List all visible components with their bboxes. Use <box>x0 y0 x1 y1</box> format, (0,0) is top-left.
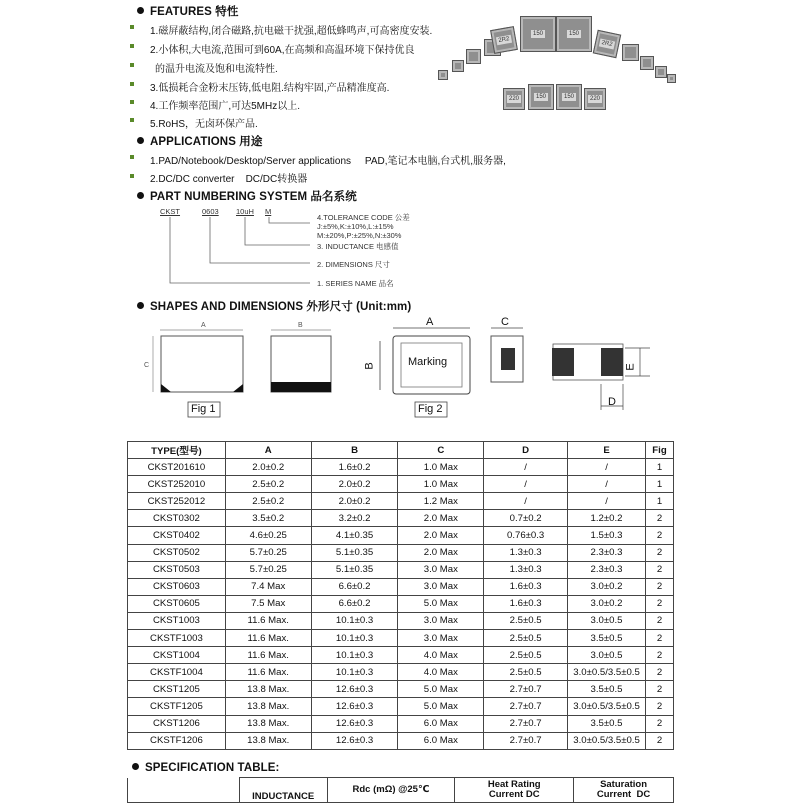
table-row <box>128 681 674 698</box>
cell-a: 11.6 Max. <box>225 630 311 647</box>
header-fig: Fig <box>646 442 674 459</box>
cell-fig: 2 <box>646 715 674 732</box>
cell-d: 2.5±0.5 <box>484 647 568 664</box>
fig1-dim-b: B <box>298 322 303 329</box>
spec-header-saturation <box>574 778 674 803</box>
code-series: CKST <box>160 207 181 216</box>
application-item-2: 2.DC/DC converter DC/DC转换器 <box>150 174 308 185</box>
cell-d: 2.5±0.5 <box>484 630 568 647</box>
spec-heading: SPECIFICATION TABLE: <box>132 762 279 774</box>
table-row <box>128 732 674 749</box>
cell-fig: 2 <box>646 681 674 698</box>
cell-c: 2.0 Max <box>398 544 484 561</box>
cell-e: 3.0±0.5/3.5±0.5 <box>568 664 646 681</box>
cell-b: 12.6±0.3 <box>311 698 398 715</box>
feature-item-1: 1.磁屏蔽结构,闭合磁路,抗电磁干扰强,超低蜂鸣声,可高密度安装. <box>150 26 433 37</box>
cell-b: 5.1±0.35 <box>311 561 398 578</box>
cell-type: CKST1003 <box>128 612 226 629</box>
cell-a: 2.5±0.2 <box>225 476 311 493</box>
cell-d: 1.3±0.3 <box>484 544 568 561</box>
chip-150-a: 150 <box>520 16 556 52</box>
desc-series: 1. SERIES NAME 品名 <box>317 279 394 288</box>
cell-b: 2.0±0.2 <box>311 493 398 510</box>
cell-b: 10.1±0.3 <box>311 612 398 629</box>
cell-c: 2.0 Max <box>398 527 484 544</box>
feature-item-3: 3.低损耗合金粉末压铸,低电阻.结构牢固,产品精准度高. <box>150 83 390 94</box>
fig2-dim-a: A <box>426 316 434 328</box>
tick-icon <box>130 44 134 48</box>
tick-icon <box>130 82 134 86</box>
chip-small <box>622 44 639 61</box>
marking-label: Marking <box>408 356 448 368</box>
part-numbering-heading: PART NUMBERING SYSTEM 品名系统 <box>137 188 357 204</box>
spec-header-row <box>128 778 674 803</box>
cell-fig: 2 <box>646 630 674 647</box>
cell-type: CKST0502 <box>128 544 226 561</box>
cell-c: 3.0 Max <box>398 561 484 578</box>
cell-d: 0.76±0.3 <box>484 527 568 544</box>
table-row <box>128 459 674 476</box>
cell-a: 13.8 Max. <box>225 681 311 698</box>
tick-icon <box>130 174 134 178</box>
cell-b: 6.6±0.2 <box>311 595 398 612</box>
tick-icon <box>130 118 134 122</box>
cell-d: 2.5±0.5 <box>484 612 568 629</box>
cell-a: 7.4 Max <box>225 578 311 595</box>
cell-type: CKST0605 <box>128 595 226 612</box>
cell-a: 7.5 Max <box>225 595 311 612</box>
chip-150-b: 150 <box>556 16 592 52</box>
application-item-1: 1.PAD/Notebook/Desktop/Server applications PAD,笔记本电脑,台式机,服务器, <box>150 156 506 167</box>
code-dimensions: 0603 <box>202 207 219 216</box>
cell-b: 12.6±0.3 <box>311 715 398 732</box>
cell-type: CKST1206 <box>128 715 226 732</box>
cell-fig: 2 <box>646 647 674 664</box>
header-c: C <box>398 442 484 459</box>
fig2-dim-c: C <box>501 316 509 328</box>
cell-type: CKSTF1004 <box>128 664 226 681</box>
cell-fig: 1 <box>646 476 674 493</box>
bullet-icon <box>137 192 144 199</box>
cell-b: 12.6±0.3 <box>311 732 398 749</box>
cell-type: CKST252010 <box>128 476 226 493</box>
spec-header-rdc: Rdc (mΩ) @25℃ <box>327 778 455 803</box>
cell-c: 1.0 Max <box>398 459 484 476</box>
cell-a: 11.6 Max. <box>225 647 311 664</box>
chip-220-left: 220 <box>503 88 525 110</box>
cell-b: 10.1±0.3 <box>311 664 398 681</box>
cell-c: 1.0 Max <box>398 476 484 493</box>
cell-type: CKST0402 <box>128 527 226 544</box>
chip-220-right: 220 <box>584 88 606 110</box>
cell-d: 2.7±0.7 <box>484 681 568 698</box>
shapes-heading: SHAPES AND DIMENSIONS 外形尺寸 (Unit:mm) <box>137 298 411 314</box>
feature-item-4: 4.工作频率范围广,可达5MHz以上. <box>150 101 301 112</box>
table-row <box>128 698 674 715</box>
cell-a: 11.6 Max. <box>225 612 311 629</box>
table-row <box>128 476 674 493</box>
header-e: E <box>568 442 646 459</box>
cell-a: 5.7±0.25 <box>225 561 311 578</box>
cell-fig: 2 <box>646 544 674 561</box>
cell-d: 1.3±0.3 <box>484 561 568 578</box>
table-row <box>128 630 674 647</box>
tick-icon <box>130 155 134 159</box>
fig2-dim-e: E <box>624 363 637 371</box>
cell-b: 10.1±0.3 <box>311 647 398 664</box>
cell-type: CKSTF1003 <box>128 630 226 647</box>
cell-c: 3.0 Max <box>398 630 484 647</box>
table-row <box>128 561 674 578</box>
table-row <box>128 544 674 561</box>
cell-c: 2.0 Max <box>398 510 484 527</box>
table-row <box>128 612 674 629</box>
cell-e: 3.5±0.5 <box>568 715 646 732</box>
chip-tiny <box>452 60 464 72</box>
spec-header-heat-rating <box>455 778 574 803</box>
chip-150-d: 150 <box>556 84 582 110</box>
table-header-row <box>128 442 674 459</box>
cell-b: 12.6±0.3 <box>311 681 398 698</box>
table-row <box>128 510 674 527</box>
cell-e: 3.0±0.5 <box>568 647 646 664</box>
code-tolerance: M <box>265 207 272 216</box>
cell-d: 2.7±0.7 <box>484 698 568 715</box>
cell-b: 2.0±0.2 <box>311 476 398 493</box>
cell-d: 2.7±0.7 <box>484 732 568 749</box>
tick-icon <box>130 100 134 104</box>
cell-d: 2.5±0.5 <box>484 664 568 681</box>
tick-icon <box>130 63 134 67</box>
fig1-label: Fig 1 <box>191 403 216 415</box>
cell-c: 3.0 Max <box>398 612 484 629</box>
cell-fig: 2 <box>646 595 674 612</box>
spec-table <box>127 777 674 803</box>
part-numbering-lines <box>160 215 320 290</box>
cell-e: 2.3±0.3 <box>568 561 646 578</box>
features-heading: FEATURES 特性 <box>137 3 238 19</box>
cell-d: 0.7±0.2 <box>484 510 568 527</box>
bullet-icon <box>132 763 139 770</box>
bullet-icon <box>137 302 144 309</box>
feature-item-5: 5.RoHS，无卤环保产品. <box>150 119 258 130</box>
cell-c: 1.2 Max <box>398 493 484 510</box>
cell-c: 6.0 Max <box>398 732 484 749</box>
cell-b: 10.1±0.3 <box>311 630 398 647</box>
cell-e: 3.0±0.5/3.5±0.5 <box>568 698 646 715</box>
cell-type: CKST0503 <box>128 561 226 578</box>
table-row <box>128 527 674 544</box>
fig1-dim-a: A <box>201 322 206 329</box>
spec-header-saturation-line2: Current DC <box>596 789 651 800</box>
table-row <box>128 715 674 732</box>
cell-type: CKST0302 <box>128 510 226 527</box>
cell-b: 6.6±0.2 <box>311 578 398 595</box>
applications-heading: APPLICATIONS 用途 <box>137 133 262 149</box>
cell-fig: 1 <box>646 493 674 510</box>
fig2-dim-b: B <box>363 362 376 370</box>
cell-a: 3.5±0.2 <box>225 510 311 527</box>
cell-b: 3.2±0.2 <box>311 510 398 527</box>
cell-type: CKST201610 <box>128 459 226 476</box>
cell-fig: 2 <box>646 510 674 527</box>
fig2-bottom-view <box>552 344 650 410</box>
table-row <box>128 664 674 681</box>
fig2-dim-d: D <box>608 396 616 408</box>
header-b: B <box>311 442 398 459</box>
cell-fig: 2 <box>646 578 674 595</box>
cell-c: 4.0 Max <box>398 664 484 681</box>
chip-tiny <box>667 74 676 83</box>
cell-type: CKST1205 <box>128 681 226 698</box>
cell-fig: 2 <box>646 612 674 629</box>
spec-header-heat-rating-line1: Heat Rating <box>487 779 541 790</box>
cell-d: 1.6±0.3 <box>484 595 568 612</box>
cell-e: 3.0±0.5 <box>568 612 646 629</box>
fig1-dim-c: C <box>144 362 150 369</box>
cell-d: / <box>484 476 568 493</box>
desc-tolerance-values-2: M:±20%,P:±25%,N:±30% <box>317 231 402 240</box>
bullet-icon <box>137 137 144 144</box>
cell-type: CKST1004 <box>128 647 226 664</box>
table-row <box>128 647 674 664</box>
cell-d: / <box>484 459 568 476</box>
cell-a: 13.8 Max. <box>225 732 311 749</box>
cell-d: 1.6±0.3 <box>484 578 568 595</box>
feature-item-2: 2.小体积,大电流,范围可到60A,在高频和高温环境下保持优良 <box>150 45 415 56</box>
cell-e: 3.0±0.5/3.5±0.5 <box>568 732 646 749</box>
table-row <box>128 493 674 510</box>
cell-b: 1.6±0.2 <box>311 459 398 476</box>
code-inductance: 10uH <box>236 207 254 216</box>
cell-fig: 2 <box>646 664 674 681</box>
cell-type: CKSTF1205 <box>128 698 226 715</box>
cell-e: 3.5±0.5 <box>568 681 646 698</box>
cell-type: CKST0603 <box>128 578 226 595</box>
cell-fig: 2 <box>646 732 674 749</box>
fig2-label: Fig 2 <box>418 403 443 415</box>
header-d: D <box>484 442 568 459</box>
cell-e: / <box>568 493 646 510</box>
cell-b: 5.1±0.35 <box>311 544 398 561</box>
cell-type: CKST252012 <box>128 493 226 510</box>
chip-150-c: 150 <box>528 84 554 110</box>
cell-fig: 2 <box>646 698 674 715</box>
cell-c: 5.0 Max <box>398 681 484 698</box>
bullet-icon <box>137 7 144 14</box>
cell-a: 2.0±0.2 <box>225 459 311 476</box>
cell-d: 2.7±0.7 <box>484 715 568 732</box>
cell-b: 4.1±0.35 <box>311 527 398 544</box>
cell-a: 2.5±0.2 <box>225 493 311 510</box>
spec-header-saturation-line1: Saturation <box>600 779 648 790</box>
chip-2r2-right: 2R2 <box>593 30 621 58</box>
cell-e: 2.3±0.3 <box>568 544 646 561</box>
desc-tolerance: 4.TOLERANCE CODE 公差 <box>317 213 410 222</box>
cell-e: 1.5±0.3 <box>568 527 646 544</box>
cell-e: 3.5±0.5 <box>568 630 646 647</box>
desc-dimensions: 2. DIMENSIONS 尺寸 <box>317 260 390 269</box>
cell-type: CKSTF1206 <box>128 732 226 749</box>
feature-item-2b: 的温升电流及饱和电流特性. <box>155 64 278 75</box>
cell-e: / <box>568 476 646 493</box>
chip-tiny <box>438 70 448 80</box>
cell-e: / <box>568 459 646 476</box>
header-a: A <box>225 442 311 459</box>
cell-a: 4.6±0.25 <box>225 527 311 544</box>
cell-a: 13.8 Max. <box>225 698 311 715</box>
chip-tiny <box>655 66 667 78</box>
cell-c: 5.0 Max <box>398 595 484 612</box>
fig1-side-view <box>271 330 331 392</box>
cell-a: 11.6 Max. <box>225 664 311 681</box>
cell-e: 1.2±0.2 <box>568 510 646 527</box>
cell-e: 3.0±0.2 <box>568 595 646 612</box>
table-row <box>128 578 674 595</box>
fig1-front-view <box>153 330 243 392</box>
chip-small <box>466 49 481 64</box>
desc-tolerance-values-1: J:±5%,K:±10%,L:±15% <box>317 222 394 231</box>
table-row <box>128 595 674 612</box>
cell-c: 4.0 Max <box>398 647 484 664</box>
cell-a: 13.8 Max. <box>225 715 311 732</box>
tick-icon <box>130 25 134 29</box>
cell-a: 5.7±0.25 <box>225 544 311 561</box>
cell-fig: 2 <box>646 527 674 544</box>
cell-e: 3.0±0.2 <box>568 578 646 595</box>
spec-header-heat-rating-line2: Current DC <box>488 789 540 800</box>
cell-c: 5.0 Max <box>398 698 484 715</box>
spec-header-inductance: INDUCTANCE <box>239 778 327 803</box>
cell-fig: 1 <box>646 459 674 476</box>
chip-small <box>640 56 654 70</box>
header-type: TYPE(型号) <box>128 442 226 459</box>
fig2-side-view <box>491 328 523 382</box>
desc-inductance: 3. INDUCTANCE 电感值 <box>317 242 399 251</box>
dimensions-table <box>127 441 674 750</box>
chip-2r2-left: 2R2 <box>490 26 518 54</box>
cell-d: / <box>484 493 568 510</box>
cell-c: 6.0 Max <box>398 715 484 732</box>
cell-fig: 2 <box>646 561 674 578</box>
cell-c: 3.0 Max <box>398 578 484 595</box>
